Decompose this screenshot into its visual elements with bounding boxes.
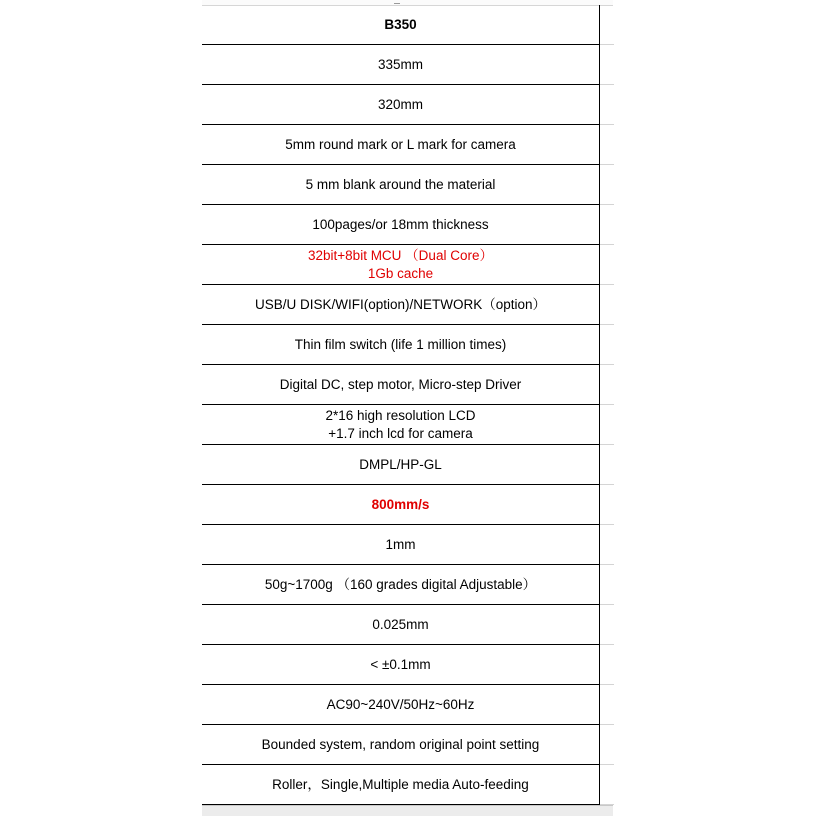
spec-cell (202, 365, 599, 405)
spec-cell (202, 725, 599, 765)
spec-row (202, 725, 599, 765)
grid-line (600, 204, 614, 205)
grid-line (600, 164, 614, 165)
spec-cell (202, 525, 599, 565)
spec-row (202, 125, 599, 165)
grid-line (600, 684, 614, 685)
spec-value: 800mm/s (371, 496, 430, 512)
grid-line (600, 644, 614, 645)
spec-cell (202, 125, 599, 165)
spec-value: 32bit+8bit MCU （Dual Core） (308, 247, 493, 263)
spec-cell (202, 685, 599, 725)
spec-value: 320mm (377, 96, 423, 112)
spec-cell (202, 405, 599, 445)
spec-row (202, 85, 599, 125)
spec-row (202, 5, 599, 45)
spec-row (202, 45, 599, 85)
grid-line (600, 324, 614, 325)
spec-value: AC90~240V/50Hz~60Hz (326, 696, 475, 712)
spec-cell (202, 325, 599, 365)
cutoff-text-fragment (394, 0, 400, 4)
spec-cell (202, 485, 599, 525)
spec-row (202, 365, 599, 405)
spec-table-body (202, 5, 599, 805)
spec-cell (202, 205, 599, 245)
spec-row (202, 205, 599, 245)
grid-line (600, 284, 614, 285)
spec-cell (202, 85, 599, 125)
grid-line (600, 84, 614, 85)
grid-line (600, 244, 614, 245)
spec-cell (202, 45, 599, 85)
grid-line (600, 764, 614, 765)
spec-cell (202, 645, 599, 685)
grid-line (600, 124, 614, 125)
spec-row (202, 245, 599, 285)
spec-value: 0.025mm (372, 616, 429, 632)
spec-row (202, 485, 599, 525)
grid-line (600, 44, 614, 45)
spec-value: DMPL/HP-GL (359, 456, 442, 472)
spec-row (202, 765, 599, 805)
grid-line (600, 484, 614, 485)
spec-cell (202, 5, 599, 45)
spec-value: Bounded system, random original point setting (261, 736, 540, 752)
spec-row (202, 405, 599, 445)
spec-row (202, 325, 599, 365)
grid-line (600, 724, 614, 725)
spec-row (202, 525, 599, 565)
spec-value: 335mm (377, 56, 423, 72)
spec-row (202, 685, 599, 725)
spec-value: 1mm (385, 536, 416, 552)
spec-value: Thin film switch (life 1 million times) (294, 336, 507, 352)
spec-table (202, 5, 599, 805)
spec-value: B350 (384, 16, 417, 32)
grid-line (600, 364, 614, 365)
spec-row (202, 565, 599, 605)
grid-line (600, 524, 614, 525)
spec-value: < ±0.1mm (370, 656, 431, 672)
bottom-band (202, 805, 613, 816)
spec-value: 100pages/or 18mm thickness (312, 216, 489, 232)
spec-cell (202, 605, 599, 645)
grid-line (600, 444, 614, 445)
grid-line (600, 604, 614, 605)
spec-value: Digital DC, step motor, Micro-step Driver (279, 376, 522, 392)
spec-cell (202, 285, 599, 325)
spec-value: +1.7 inch lcd for camera (328, 425, 473, 441)
spec-value: 2*16 high resolution LCD (325, 407, 476, 423)
spec-value: 5 mm blank around the material (305, 176, 496, 192)
spec-row (202, 645, 599, 685)
spec-cell (202, 165, 599, 205)
spec-cell (202, 565, 599, 605)
spec-value: 50g~1700g （160 grades digital Adjustable） (264, 576, 537, 592)
spec-row (202, 165, 599, 205)
spec-cell (202, 765, 599, 805)
spec-row (202, 445, 599, 485)
spec-value: 5mm round mark or L mark for camera (285, 136, 516, 152)
spec-cell (202, 245, 599, 285)
spec-value: 1Gb cache (367, 265, 434, 281)
spec-row (202, 285, 599, 325)
spec-value: USB/U DISK/WIFI(option)/NETWORK（option） (254, 296, 547, 312)
grid-line (600, 404, 614, 405)
spec-row (202, 605, 599, 645)
spec-cell (202, 445, 599, 485)
spec-value: Roller，Single,Multiple media Auto-feeding (272, 776, 529, 792)
grid-line (600, 564, 614, 565)
right-grid-column (599, 5, 614, 805)
